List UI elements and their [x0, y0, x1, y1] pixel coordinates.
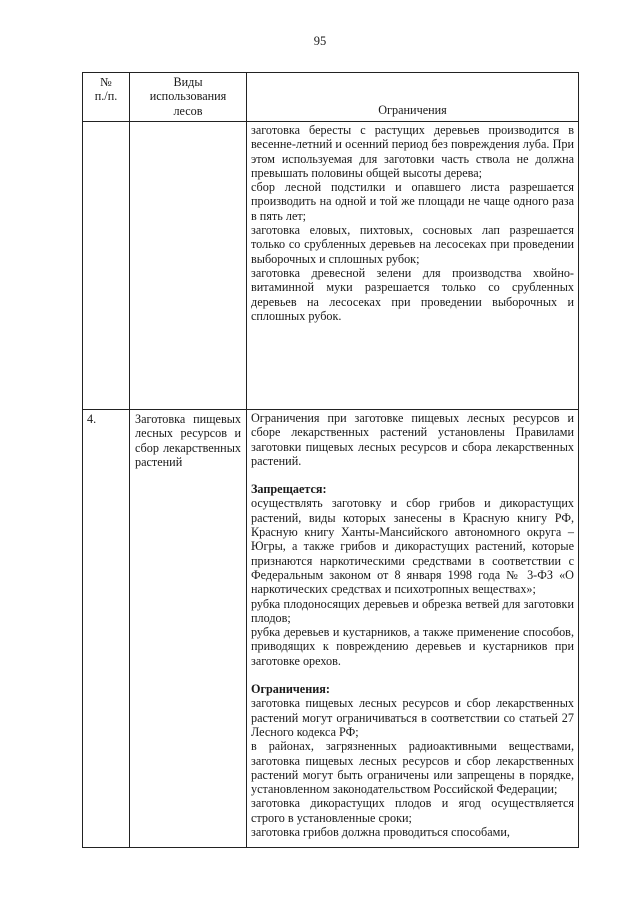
- prohibited-heading: Запрещается:: [251, 482, 327, 497]
- row-num-cell: [83, 122, 130, 410]
- restriction-paragraph: заготовка древесной зелени для производства хвойно-витаминной муки разрешается только со срубленных деревьев на лесосеках при проведении выборочных и сплошных рубок.: [251, 265, 574, 323]
- row-kind-cell: [130, 122, 247, 410]
- limits-paragraph: заготовка грибов должна проводиться способами,: [251, 825, 510, 840]
- table-row: [83, 122, 579, 410]
- header-restrictions: Ограничения: [247, 73, 579, 122]
- row-restrictions-cell: [247, 410, 579, 848]
- limits-paragraph: заготовка пищевых лесных ресурсов и сбор лекарственных растений могут ограничиваться в соответствии со статьей 27 Лесного кодекса РФ;: [251, 696, 574, 739]
- limits-paragraph: в районах, загрязненных радиоактивными веществами, заготовка пищевых лесных ресурсов и сбор лекарственных растений могут быть ограничены или запрещены в порядке, установленном законодательством Российской Федерации;: [251, 739, 574, 797]
- row-num-cell: 4.: [83, 410, 130, 848]
- page-number: 95: [313, 34, 327, 48]
- header-kind: Виды использования лесов: [130, 73, 247, 122]
- prohibited-paragraph: осуществлять заготовку и сбор грибов и дикорастущих растений, виды которых занесены в Красную книгу РФ, Красную книгу Ханты-Мансийского автономного округа – Югры, а также грибов и дикорастущих растений, которые признаются наркотическими средствами в соответствии с Федеральным законом от 8 января 1998 года № 3-ФЗ «О наркотических средствах и психотропных веществах»;: [251, 496, 574, 597]
- limits-heading: Ограничения:: [251, 682, 330, 697]
- prohibited-paragraph: рубка плодоносящих деревьев и обрезка ветвей для заготовки плодов;: [251, 596, 574, 625]
- table-header-row: [83, 73, 579, 122]
- intro-paragraph: Ограничения при заготовке пищевых лесных ресурсов и сборе лекарственных растений установлены Правилами заготовки пищевых лесных ресурсов и сбора лекарственных растений.: [251, 411, 574, 468]
- table-row: [83, 410, 579, 848]
- limits-paragraph: заготовка дикорастущих плодов и ягод осуществляется строго в установленные сроки;: [251, 796, 574, 825]
- restriction-paragraph: сбор лесной подстилки и опавшего листа разрешается производить на одной и той же площади не чаще одного раза в пять лет;: [251, 180, 574, 223]
- row-kind-cell: Заготовка пищевых лесных ресурсов и сбор лекарственных растений: [130, 410, 247, 848]
- restrictions-table: [82, 72, 579, 848]
- header-num: № п./п.: [83, 73, 130, 122]
- restriction-paragraph: заготовка еловых, пихтовых, сосновых лап разрешается только со срубленных деревьев на лесосеках при проведении выборочных и сплошных рубок;: [251, 223, 574, 266]
- row-restrictions-cell: [247, 122, 579, 410]
- restriction-paragraph: заготовка бересты с растущих деревьев производится в весенне-летний и осенний период без повреждения луба. При этом используемая для заготовки часть ствола не должна превышать половины общей высоты дерева;: [251, 123, 574, 180]
- prohibited-paragraph: рубка деревьев и кустарников, а также применение способов, приводящих к повреждению деревьев и кустарников при заготовке орехов.: [251, 625, 574, 668]
